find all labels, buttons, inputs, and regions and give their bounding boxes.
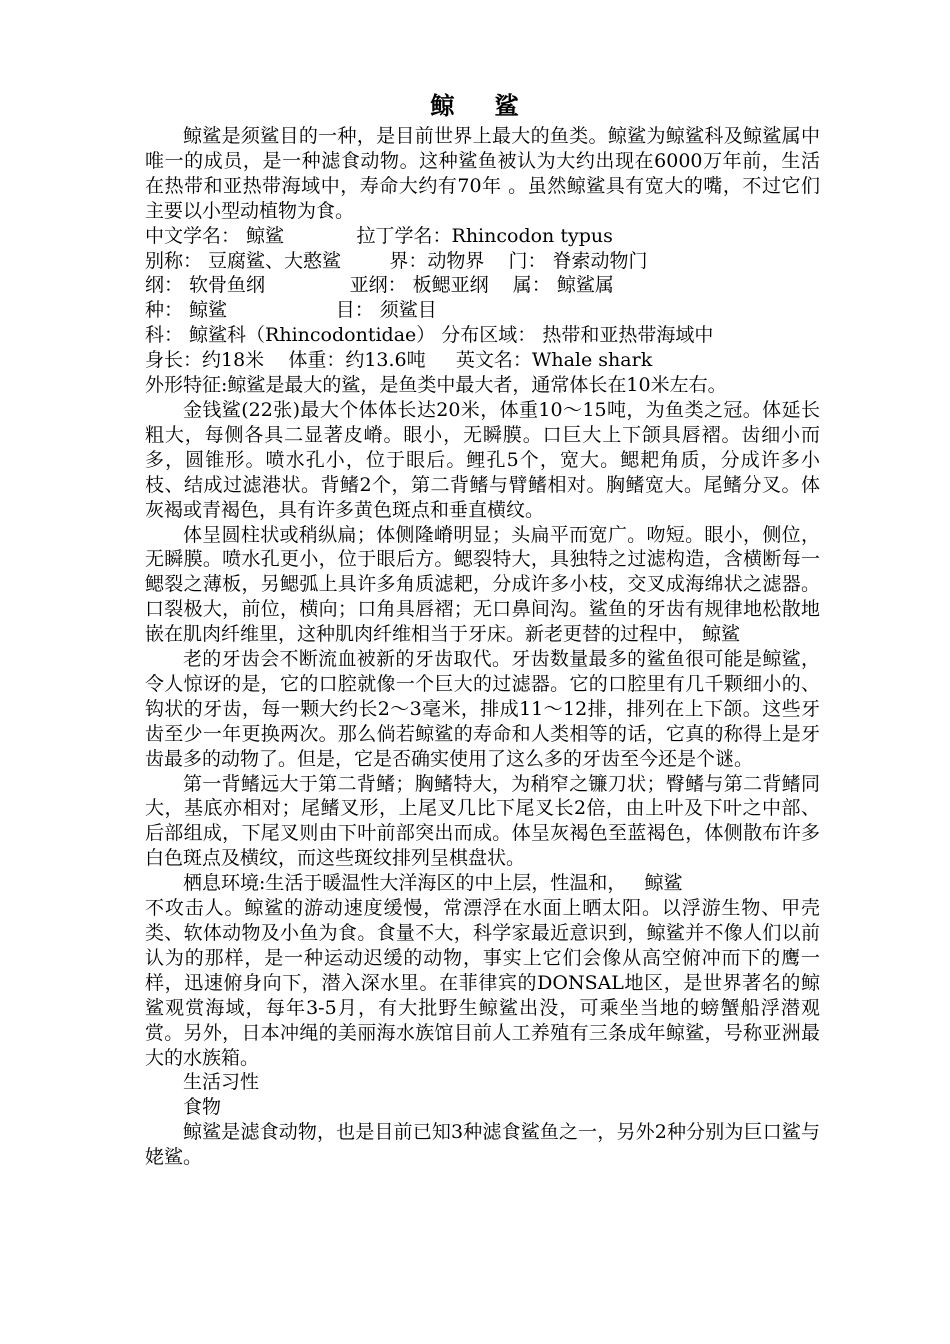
info-body-size: 身长：约18米 体重：约13.6吨 英文名：Whale shark — [145, 349, 653, 372]
info-species: 种： 鲸鲨 目： 须鲨目 — [145, 299, 437, 322]
info-family: 科： 鲸鲨科（Rhincodontidae） 分布区域： 热带和亚热带海域中 — [145, 324, 714, 347]
page-title: 鲸 鲨 — [430, 91, 535, 120]
info-class: 纲： 软骨鱼纲 亚纲： 板鳃亚纲 属： 鲸鲨属 — [145, 274, 614, 297]
info-chinese-name: 中文学名： 鲸鲨 拉丁学名：Rhincodon typus — [145, 224, 613, 247]
body-paragraph: 老的牙齿会不断流血被新的牙齿取代。牙齿数量最多的鲨鱼很可能是鲸鲨，令人惊讶的是，它的口腔就像一个巨大的过滤器。它的口腔里有几千颗细小的、钩状的牙齿，每一颗大约长2～3毫米，排成11～12排，排列在上下颌。这些牙齿至少一年更换两次。那么倘若鲸鲨的寿命和人类相等的话，它真的称得上是牙齿最多的动物了。但是，它是否确实使用了这么多的牙齿至今还是个谜。 — [145, 648, 820, 770]
info-appearance: 外形特征:鲸鲨是最大的鲨，是鱼类中最大者，通常体长在10米左右。 — [145, 374, 727, 397]
habitat-heading-line: 栖息环境:生活于暖温性大洋海区的中上层，性温和， 鲸鲨 — [183, 872, 683, 895]
food-paragraph: 鲸鲨是滤食动物，也是目前已知3种滤食鲨鱼之一，另外2种分别为巨口鲨与姥鲨。 — [145, 1121, 820, 1169]
habitat-paragraph: 不攻击人。鲸鲨的游动速度缓慢，常漂浮在水面上晒太阳。以浮游生物、甲壳类、软体动物及小鱼为食。食量不大，科学家最近意识到，鲸鲨并不像人们以前认为的那样，是一种运动迟缓的动物，事实上它们会像从高空俯冲而下的鹰一样，迅速俯身向下，潜入深水里。在菲律宾的DONSAL地区，是世界著名的鲸鲨观赏海域，每年3-5月，有大批野生鲸鲨出没，可乘坐当地的螃蟹船浮潜观赏。另外，日本冲绳的美丽海水族馆目前人工养殖有三条成年鲸鲨，号称亚洲最大的水族箱。 — [145, 897, 820, 1069]
section-heading-food: 食物 — [183, 1096, 222, 1119]
body-paragraph: 体呈圆柱状或稍纵扁；体侧隆嵴明显；头扁平而宽广。吻短。眼小，侧位，无瞬膜。喷水孔更小，位于眼后方。鳃裂特大，具独特之过滤构造，含横断每一鳃裂之薄板，另鳃弧上具许多角质滤耙，分成许多小枝，交叉成海绵状之滤器。口裂极大，前位，横向；口角具唇褶；无口鼻间沟。鲨鱼的牙齿有规律地松散地嵌在肌肉纤维里，这种肌肉纤维相当于牙床。新老更替的过程中， 鲸鲨 — [145, 523, 820, 646]
body-paragraph: 金钱鲨(22张)最大个体体长达20米，体重10～15吨，为鱼类之冠。体延长粗大，每侧各具二显著皮嵴。眼小，无瞬膜。口巨大上下颌具唇褶。齿细小而多，圆锥形。喷水孔小，位于眼后。鲤孔5个，宽大。鳃耙角质，分成许多小枝、结成过滤港状。背鳍2个，第二背鳍与臂鳍相对。胸鳍宽大。尾鳍分叉。体灰褐或青褐色，具有许多黄色斑点和垂直横纹。 — [145, 398, 820, 521]
intro-paragraph: 鲸鲨是须鲨目的一种，是目前世界上最大的鱼类。鲸鲨为鲸鲨科及鲸鲨属中唯一的成员，是一种滤食动物。这种鲨鱼被认为大约出现在6000万年前，生活在热带和亚热带海域中，寿命大约有70年 。虽然鲸鲨具有宽大的嘴，不过它们主要以小型动植物为食。 — [145, 125, 820, 222]
section-heading-habits: 生活习性 — [183, 1071, 260, 1094]
info-alias: 别称： 豆腐鲨、大憨鲨 界：动物界 门： 脊索动物门 — [145, 249, 648, 272]
document-page — [145, 88, 820, 1170]
body-paragraph: 第一背鳍远大于第二背鳍；胸鳍特大，为稍窄之镰刀状；臀鳍与第二背鳍同大，基底亦相对；尾鳍叉形，上尾叉几比下尾叉长2倍，由上叶及下叶之中部、后部组成，下尾叉则由下叶前部突出而成。体呈灰褐色至蓝褐色，体侧散布许多白色斑点及横纹，而这些斑纹排列呈棋盘状。 — [145, 772, 820, 870]
